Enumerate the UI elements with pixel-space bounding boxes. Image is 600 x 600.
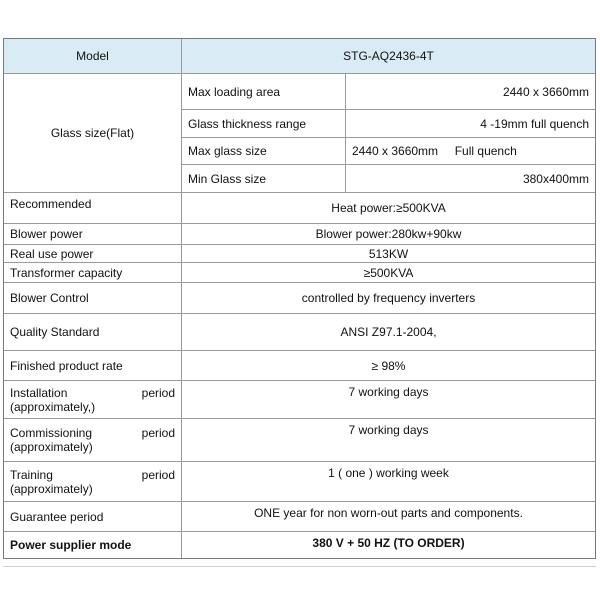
spec-label-part: period: [141, 467, 175, 482]
spec-value: ANSI Z97.1-2004,: [182, 314, 595, 351]
spec-value: ONE year for non worn-out parts and components.: [182, 502, 595, 532]
glass-row-label: Min Glass size: [182, 165, 346, 193]
glass-row-value: 2440 x 3660mm: [346, 74, 595, 110]
spec-value: 380 V + 50 HZ (TO ORDER): [312, 536, 465, 550]
glass-size-label: Glass size(Flat): [4, 74, 182, 193]
model-label: Model: [4, 39, 182, 74]
spec-label-part: Commissioning: [10, 426, 93, 440]
spec-value: ≥ 98%: [182, 351, 595, 381]
spec-label: Guarantee period: [4, 502, 182, 532]
spec-label: [4, 462, 182, 502]
spec-value: 7 working days: [182, 381, 595, 419]
spec-label-part: Installation: [10, 385, 68, 400]
spec-value: 1 ( one ) working week: [182, 462, 595, 502]
glass-row-value: 380x400mm: [346, 165, 595, 193]
spec-label: Blower Control: [4, 283, 182, 314]
spec-value: Blower power:280kw+90kw: [182, 224, 595, 245]
spec-label-part: period: [141, 426, 175, 440]
spec-label-part: (approximately,): [10, 399, 96, 414]
spec-label-part: (approximately): [10, 440, 93, 454]
divider: [3, 566, 596, 567]
glass-row-value: 4 -19mm full quench: [346, 110, 595, 138]
spec-label: Real use power: [4, 245, 182, 263]
spec-label: Recommended: [4, 193, 182, 224]
spec-value: controlled by frequency inverters: [182, 283, 595, 314]
glass-row-label: Max glass size: [182, 138, 346, 165]
spec-label: Finished product rate: [4, 351, 182, 381]
glass-row-value: 2440 x 3660mm Full quench: [346, 138, 595, 165]
spec-value: 7 working days: [182, 419, 595, 462]
glass-row-label: Max loading area: [182, 74, 346, 110]
spec-table: [3, 38, 596, 559]
spec-label-part: (approximately): [10, 481, 93, 496]
spec-label: Quality Standard: [4, 314, 182, 351]
spec-label-part: period: [141, 385, 175, 400]
spec-value: 513KW: [182, 245, 595, 263]
glass-row-label: Glass thickness range: [182, 110, 346, 138]
spec-label-part: Training: [10, 467, 53, 482]
spec-label: Transformer capacity: [4, 263, 182, 283]
spec-label: [4, 419, 182, 462]
spec-label: Power supplier mode: [4, 532, 182, 558]
spec-label: [4, 381, 182, 419]
model-value: STG-AQ2436-4T: [182, 39, 595, 74]
spec-value: Heat power:≥500KVA: [182, 193, 595, 224]
spec-value: ≥500KVA: [182, 263, 595, 283]
spec-label: Blower power: [4, 224, 182, 245]
